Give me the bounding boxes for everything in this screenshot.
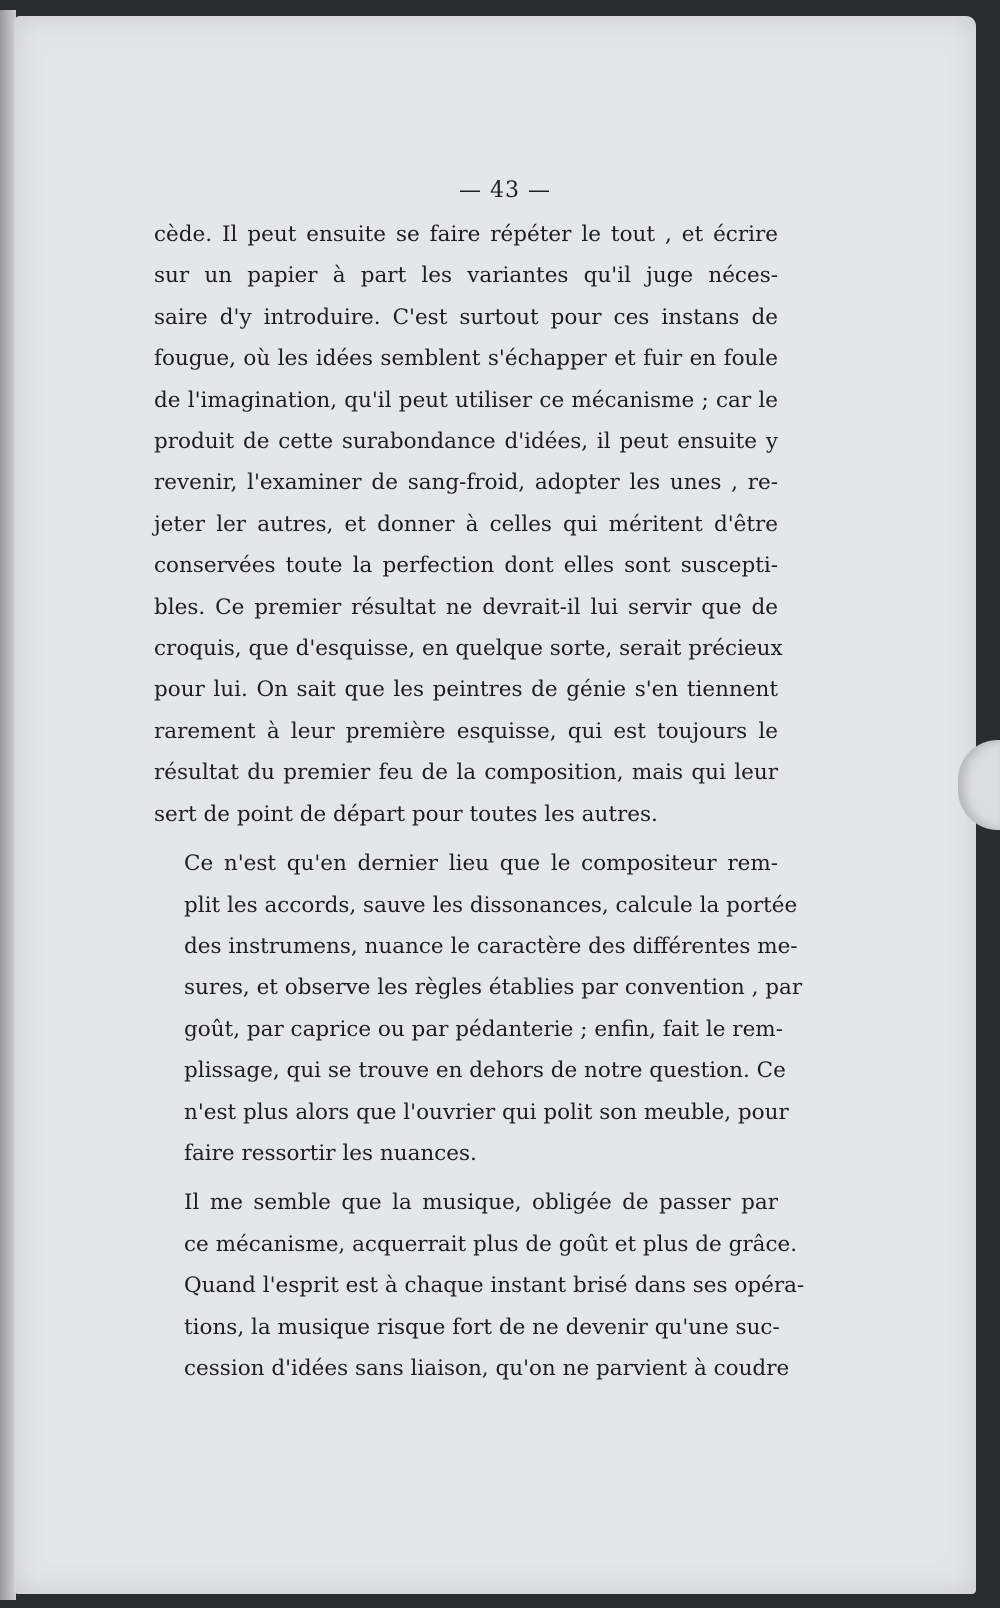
text-line: cède. Il peut ensuite se faire répéter le tout , et écrire	[154, 222, 778, 247]
text-line: sures, et observe les règles établies par convention , par	[184, 975, 803, 1001]
text-line: revenir, l'examiner de sang-froid, adopter les unes , re-	[154, 470, 778, 496]
page-number: — 43 —	[459, 178, 551, 203]
text-line: Ce n'est qu'en dernier lieu que le compositeur rem-	[184, 851, 778, 877]
text-line: croquis, que d'esquisse, en quelque sorte, serait précieux	[154, 636, 783, 662]
text-line: goût, par caprice ou par pédanterie ; enfin, fait le rem-	[184, 1016, 783, 1042]
text-line: Il me semble que la musique, obligée de passer par	[184, 1190, 778, 1216]
page-text	[154, 214, 805, 1397]
text-line: plit les accords, sauve les dissonances, calcule la portée	[184, 892, 798, 918]
text-line: faire ressortir les nuances.	[184, 1140, 477, 1166]
paragraph-3	[154, 1182, 805, 1389]
text-line: pour lui. On sait que les peintres de génie s'en tiennent	[154, 677, 778, 703]
text-line: ce mécanisme, acquerrait plus de goût et plus de grâce.	[184, 1231, 798, 1257]
paragraph-1	[154, 214, 783, 835]
text-line: saire d'y introduire. C'est surtout pour ces instans de	[154, 304, 778, 330]
book-page	[14, 16, 976, 1594]
text-line: fougue, où les idées semblent s'échapper et fuir en foule	[154, 346, 778, 372]
text-line: bles. Ce premier résultat ne devrait-il lui servir que de	[154, 594, 778, 620]
text-line: n'est plus alors que l'ouvrier qui polit son meuble, pour	[184, 1099, 789, 1125]
text-line: de l'imagination, qu'il peut utiliser ce mécanisme ; car le	[154, 387, 778, 413]
paragraph-2	[154, 843, 803, 1174]
text-line: des instrumens, nuance le caractère des différentes me-	[184, 933, 798, 959]
text-line: Quand l'esprit est à chaque instant brisé dans ses opéra-	[184, 1273, 805, 1299]
text-line: sur un papier à part les variantes qu'il juge néces-	[154, 263, 778, 289]
text-line: plissage, qui se trouve en dehors de notre question. Ce	[184, 1058, 786, 1084]
text-line: produit de cette surabondance d'idées, il peut ensuite y	[154, 429, 778, 455]
text-line: jeter ler autres, et donner à celles qui méritent d'être	[154, 511, 778, 537]
text-line: rarement à leur première esquisse, qui est toujours le	[154, 718, 778, 744]
text-line: résultat du premier feu de la composition, mais qui leur	[154, 760, 778, 786]
text-line: sert de point de départ pour toutes les autres.	[154, 801, 658, 827]
text-line: conservées toute la perfection dont elles sont suscepti-	[154, 553, 778, 579]
text-line: cession d'idées sans liaison, qu'on ne parvient à coudre	[184, 1355, 790, 1381]
text-line: tions, la musique risque fort de ne devenir qu'une suc-	[184, 1314, 780, 1340]
